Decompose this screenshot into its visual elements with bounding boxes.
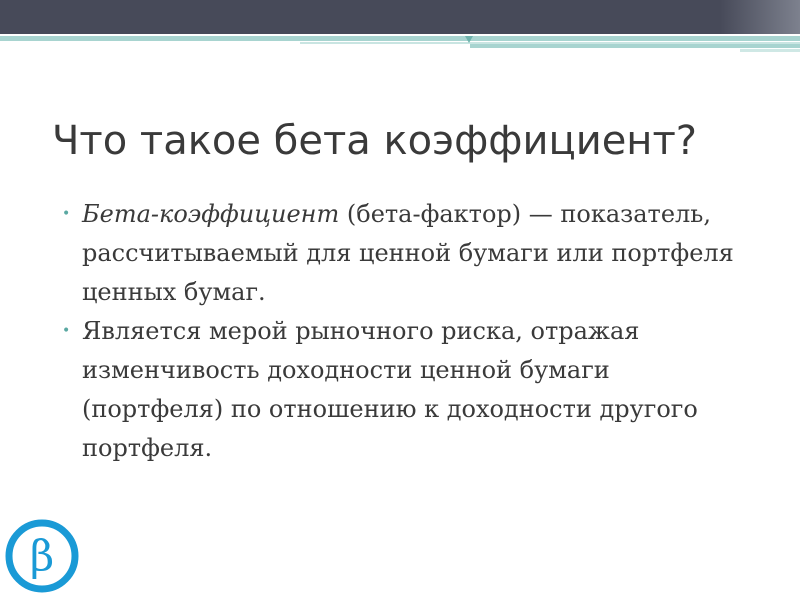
header-band — [0, 0, 800, 34]
accent-stripe — [0, 36, 800, 41]
bullet-text: Является мерой рыночного риска, отражая изменчивость доходности ценной бумаги (портфеля) по отношению к доходности другого портфеля. — [82, 317, 698, 462]
bullet-icon: • — [62, 323, 71, 339]
bullet-icon: • — [62, 206, 71, 222]
stripe-marker — [465, 36, 473, 43]
beta-logo-icon — [3, 517, 81, 595]
bullet-list — [60, 195, 740, 468]
slide-title: Что такое бета коэффициент? — [52, 118, 697, 164]
bullet-item — [60, 312, 740, 468]
accent-stripe-short — [740, 49, 800, 52]
bullet-term: Бета-коэффициент — [82, 200, 340, 228]
bullet-text: (бета-фактор) — показатель, рассчитываемый для ценной бумаги или портфеля ценных бумаг. — [82, 200, 734, 306]
header-band-highlight — [720, 0, 800, 34]
bullet-item — [60, 195, 740, 312]
accent-stripe-lower — [470, 44, 800, 48]
logo-beta-glyph: β — [29, 531, 55, 580]
